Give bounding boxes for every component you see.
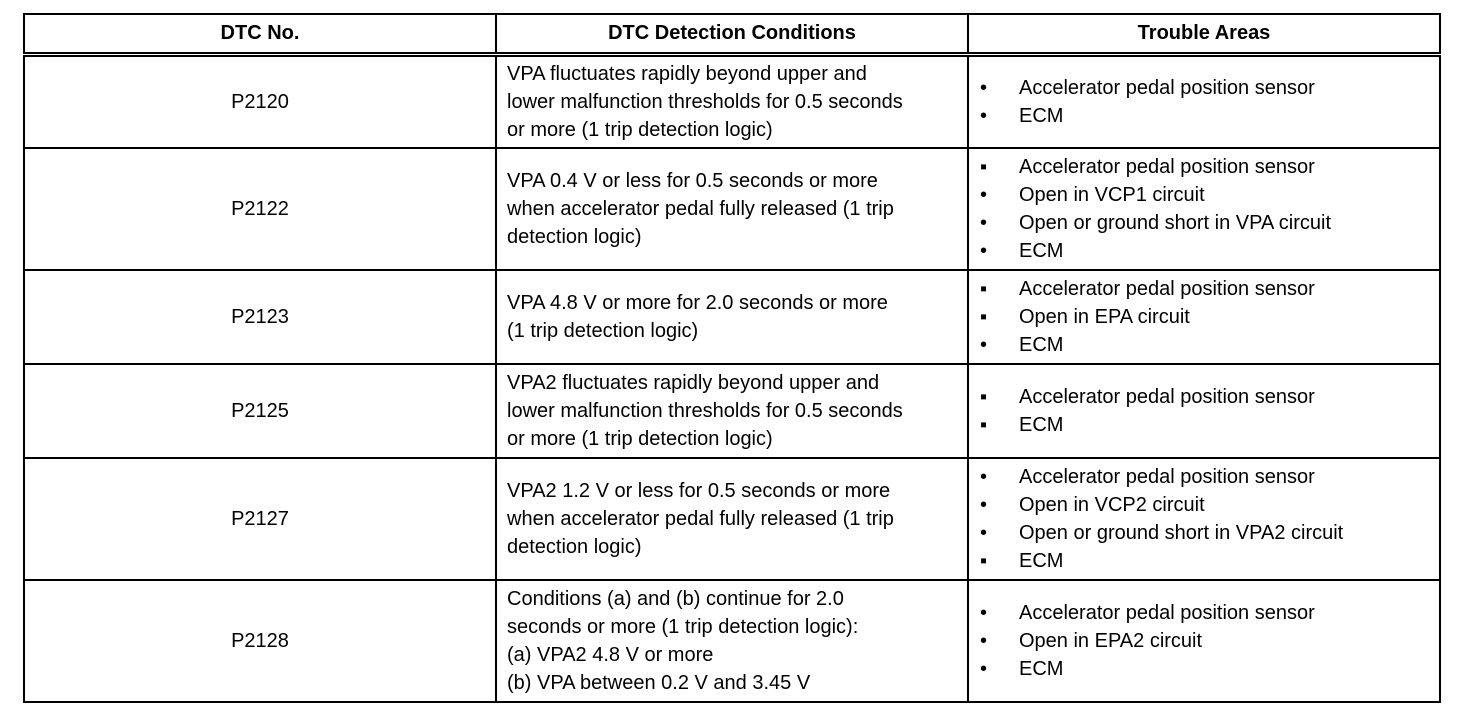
condition-line: (a) VPA2 4.8 V or more [507, 644, 714, 666]
detection-conditions-cell [496, 580, 968, 702]
condition-line: (1 trip detection logic) [507, 320, 699, 342]
trouble-area-text: ECM [1019, 104, 1064, 127]
detection-conditions-cell [496, 148, 968, 270]
trouble-area-text: Open in VCP1 circuit [1019, 184, 1205, 206]
bullet-icon: ▪ [980, 306, 988, 328]
trouble-area-text: Accelerator pedal position sensor [1019, 466, 1315, 488]
condition-line: or more (1 trip detection logic) [507, 428, 773, 450]
trouble-area-text: Open or ground short in VPA2 circuit [1019, 522, 1344, 544]
bullet-icon: • [980, 212, 988, 234]
trouble-area-text: Open or ground short in VPA circuit [1019, 212, 1332, 234]
trouble-areas-cell [968, 458, 1440, 580]
condition-line: Conditions (a) and (b) continue for 2.0 [507, 588, 844, 610]
trouble-areas-list [969, 275, 1439, 359]
bullet-icon: • [980, 494, 988, 516]
condition-line: lower malfunction thresholds for 0.5 seconds [507, 400, 903, 422]
trouble-area-item [969, 599, 1439, 627]
table-row [24, 148, 1440, 270]
trouble-area-item [969, 331, 1439, 359]
condition-line: VPA2 fluctuates rapidly beyond upper and [507, 372, 880, 394]
bullet-icon: • [980, 658, 988, 680]
trouble-areas-list [969, 599, 1439, 683]
trouble-area-item [969, 275, 1439, 303]
trouble-area-item [969, 181, 1439, 209]
detection-conditions-cell [496, 458, 968, 580]
condition-line: VPA 0.4 V or less for 0.5 seconds or more [507, 170, 878, 192]
dtc-table [23, 13, 1441, 703]
trouble-areas-cell [968, 54, 1440, 148]
trouble-area-item [969, 627, 1439, 655]
bullet-icon: • [980, 602, 988, 624]
trouble-area-item [969, 411, 1439, 439]
bullet-icon: ▪ [980, 550, 988, 572]
trouble-area-text: ECM [1019, 334, 1064, 356]
trouble-area-item [969, 237, 1439, 265]
condition-line: when accelerator pedal fully released (1 trip [507, 508, 894, 530]
detection-conditions-cell [496, 54, 968, 148]
bullet-icon: • [980, 466, 988, 488]
trouble-area-text: ECM [1019, 658, 1064, 680]
trouble-area-item [969, 209, 1439, 237]
bullet-icon: • [980, 334, 988, 356]
trouble-area-item [969, 303, 1439, 331]
table-body [24, 54, 1440, 702]
trouble-areas-cell [968, 580, 1440, 702]
bullet-icon: • [980, 240, 988, 262]
dtc-code-cell: P2127 [24, 458, 496, 580]
trouble-area-item [969, 74, 1439, 102]
trouble-area-item [969, 519, 1439, 547]
trouble-areas-list [969, 463, 1439, 575]
header-trouble-areas: Trouble Areas [968, 14, 1440, 54]
trouble-area-item [969, 102, 1439, 130]
table-row [24, 364, 1440, 458]
bullet-icon: ▪ [980, 414, 988, 436]
header-row [24, 14, 1440, 54]
condition-line: lower malfunction thresholds for 0.5 seconds [507, 90, 903, 113]
dtc-code-cell: P2128 [24, 580, 496, 702]
bullet-icon: • [980, 184, 988, 206]
trouble-area-text: ECM [1019, 550, 1064, 572]
table-row [24, 580, 1440, 702]
dtc-code-cell: P2123 [24, 270, 496, 364]
table-row [24, 270, 1440, 364]
trouble-area-text: ECM [1019, 240, 1064, 262]
condition-line: VPA 4.8 V or more for 2.0 seconds or more [507, 292, 888, 314]
bullet-icon: ▪ [980, 278, 988, 300]
condition-line: VPA fluctuates rapidly beyond upper and [507, 62, 867, 85]
bullet-icon: • [980, 522, 988, 544]
trouble-areas-cell [968, 364, 1440, 458]
bullet-icon: ▪ [980, 156, 988, 178]
table-row [24, 458, 1440, 580]
trouble-area-text: ECM [1019, 414, 1064, 436]
trouble-areas-cell [968, 270, 1440, 364]
bullet-icon: • [980, 630, 988, 652]
trouble-area-text: Accelerator pedal position sensor [1019, 602, 1315, 624]
dtc-code-cell: P2122 [24, 148, 496, 270]
condition-line: or more (1 trip detection logic) [507, 118, 773, 141]
trouble-area-item [969, 655, 1439, 683]
condition-line: VPA2 1.2 V or less for 0.5 seconds or more [507, 480, 891, 502]
trouble-area-text: Accelerator pedal position sensor [1019, 386, 1315, 408]
trouble-area-text: Accelerator pedal position sensor [1019, 76, 1315, 99]
condition-line: seconds or more (1 trip detection logic): [507, 616, 859, 638]
trouble-area-item [969, 463, 1439, 491]
table-row [24, 54, 1440, 148]
trouble-areas-list [969, 383, 1439, 439]
bullet-icon: ▪ [980, 386, 988, 408]
trouble-areas-cell [968, 148, 1440, 270]
trouble-areas-list [969, 153, 1439, 265]
trouble-area-text: Open in VCP2 circuit [1019, 494, 1205, 516]
trouble-area-text: Open in EPA2 circuit [1019, 630, 1203, 652]
detection-conditions-cell [496, 364, 968, 458]
trouble-area-text: Accelerator pedal position sensor [1019, 278, 1315, 300]
header-detection-conditions: DTC Detection Conditions [496, 14, 968, 54]
condition-line: detection logic) [507, 226, 642, 248]
trouble-area-item [969, 153, 1439, 181]
condition-line: detection logic) [507, 536, 642, 558]
trouble-area-text: Open in EPA circuit [1019, 306, 1190, 328]
dtc-code-cell: P2120 [24, 54, 496, 148]
trouble-area-item [969, 491, 1439, 519]
trouble-area-item [969, 383, 1439, 411]
header-dtc-no: DTC No. [24, 14, 496, 54]
condition-line: (b) VPA between 0.2 V and 3.45 V [507, 672, 811, 694]
dtc-code-cell: P2125 [24, 364, 496, 458]
bullet-icon: • [980, 76, 988, 99]
trouble-area-item [969, 547, 1439, 575]
bullet-icon: • [980, 104, 988, 127]
trouble-areas-list [969, 74, 1439, 130]
table-header [24, 14, 1440, 54]
detection-conditions-cell [496, 270, 968, 364]
trouble-area-text: Accelerator pedal position sensor [1019, 156, 1315, 178]
condition-line: when accelerator pedal fully released (1 trip [507, 198, 894, 220]
